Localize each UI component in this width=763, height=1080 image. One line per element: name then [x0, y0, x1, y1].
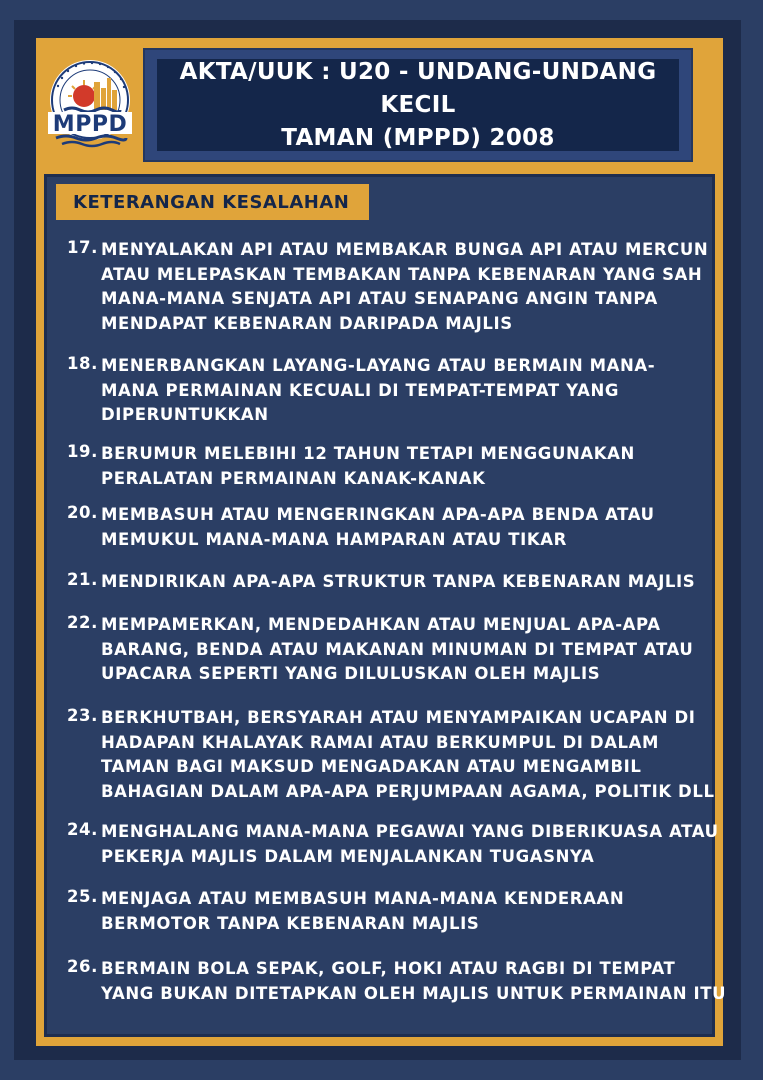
- offence-number: 18.: [66, 354, 98, 373]
- offence-description-line: YANG BUKAN DITETAPKAN OLEH MAJLIS UNTUK PERMAINAN ITU: [101, 983, 727, 1003]
- offence-description: [101, 570, 716, 595]
- section-heading: [56, 184, 369, 220]
- offence-description-line: MENGHALANG MANA-MANA PEGAWAI YANG DIBERIKUASA ATAU: [101, 822, 719, 841]
- offence-number: 22.: [66, 613, 98, 632]
- offence-description-line: MANA-MANA SENJATA API ATAU SENAPANG ANGIN TANPA: [101, 289, 658, 309]
- svg-text:MPPD: MPPD: [52, 112, 128, 137]
- offence-number: 19.: [66, 442, 98, 461]
- mppd-logo-emblem: [44, 56, 136, 150]
- offence-description-line: BARANG, BENDA ATAU MAKANAN MINUMAN DI TEMPAT ATAU: [101, 639, 694, 659]
- offence-description-line: MENERBANGKAN LAYANG-LAYANG ATAU BERMAIN MANA-: [101, 356, 656, 375]
- offence-description-line: MENYALAKAN API ATAU MEMBAKAR BUNGA API ATAU MERCUN: [101, 240, 709, 259]
- offence-description-line: PEKERJA MAJLIS DALAM MENJALANKAN TUGASNYA: [101, 846, 595, 866]
- offence-description-line: UPACARA SEPERTI YANG DILULUSKAN OLEH MAJLIS: [101, 664, 601, 684]
- offence-description-line: HADAPAN KHALAYAK RAMAI ATAU BERKUMPUL DI DALAM: [101, 732, 660, 752]
- offence-description-line: MENDIRIKAN APA-APA STRUKTUR TANPA KEBENARAN MAJLIS: [101, 572, 696, 591]
- offence-description-line: MENJAGA ATAU MEMBASUH MANA-MANA KENDERAAN: [101, 889, 625, 908]
- offence-description-line: TAMAN BAGI MAKSUD MENGADAKAN ATAU MENGAMBIL: [101, 757, 642, 777]
- offence-description-line: MEMPAMERKAN, MENDEDAHKAN ATAU MENJUAL APA-APA: [101, 615, 661, 634]
- offence-description: [101, 820, 719, 869]
- offence-description: [101, 613, 716, 687]
- offence-description-line: BERMAIN BOLA SEPAK, GOLF, HOKI ATAU RAGBI DI TEMPAT: [101, 959, 676, 978]
- offence-description: [101, 503, 716, 552]
- title-inner: [157, 59, 679, 151]
- mppd-logo: [44, 56, 136, 150]
- offence-description-line: BERMOTOR TANPA KEBENARAN MAJLIS: [101, 913, 480, 933]
- offence-description-line: MENDAPAT KEBENARAN DARIPADA MAJLIS: [101, 314, 513, 334]
- offence-description-line: MANA PERMAINAN KECUALI DI TEMPAT-TEMPAT YANG: [101, 380, 620, 400]
- offence-description-line: BERUMUR MELEBIHI 12 TAHUN TETAPI MENGGUNAKAN: [101, 444, 635, 463]
- offence-description-line: MEMBASUH ATAU MENGERINGKAN APA-APA BENDA ATAU: [101, 505, 655, 524]
- offence-number: 23.: [66, 706, 98, 725]
- section-heading-label: KETERANGAN KESALAHAN: [73, 191, 350, 213]
- offence-description: [101, 354, 716, 428]
- offence-description-line: ATAU MELEPASKAN TEMBAKAN TANPA KEBENARAN YANG SAH: [101, 264, 703, 284]
- offence-number: 25.: [66, 887, 98, 906]
- offence-description-line: DIPERUNTUKKAN: [101, 405, 269, 425]
- offence-description-line: BERKHUTBAH, BERSYARAH ATAU MENYAMPAIKAN UCAPAN DI: [101, 708, 696, 727]
- offence-number: 24.: [66, 820, 98, 839]
- offence-number: 20.: [66, 503, 98, 522]
- offence-description-line: MEMUKUL MANA-MANA HAMPARAN ATAU TIKAR: [101, 529, 567, 549]
- offence-description: [101, 957, 727, 1006]
- page-title: [168, 56, 668, 155]
- offence-description: [101, 442, 716, 491]
- offence-number: 17.: [66, 238, 98, 257]
- offence-description: [101, 706, 716, 805]
- offence-description-line: BAHAGIAN DALAM APA-APA PERJUMPAAN AGAMA, POLITIK DLL: [101, 782, 715, 802]
- title-box: [143, 48, 693, 162]
- offence-description: [101, 238, 716, 337]
- offence-description-line: PERALATAN PERMAINAN KANAK-KANAK: [101, 468, 486, 488]
- title-line-2: TAMAN (MPPD) 2008: [281, 124, 555, 151]
- offence-number: 21.: [66, 570, 98, 589]
- offence-description: [101, 887, 716, 936]
- title-line-1: AKTA/UUK : U20 - UNDANG-UNDANG KECIL: [179, 58, 657, 118]
- offence-number: 26.: [66, 957, 98, 976]
